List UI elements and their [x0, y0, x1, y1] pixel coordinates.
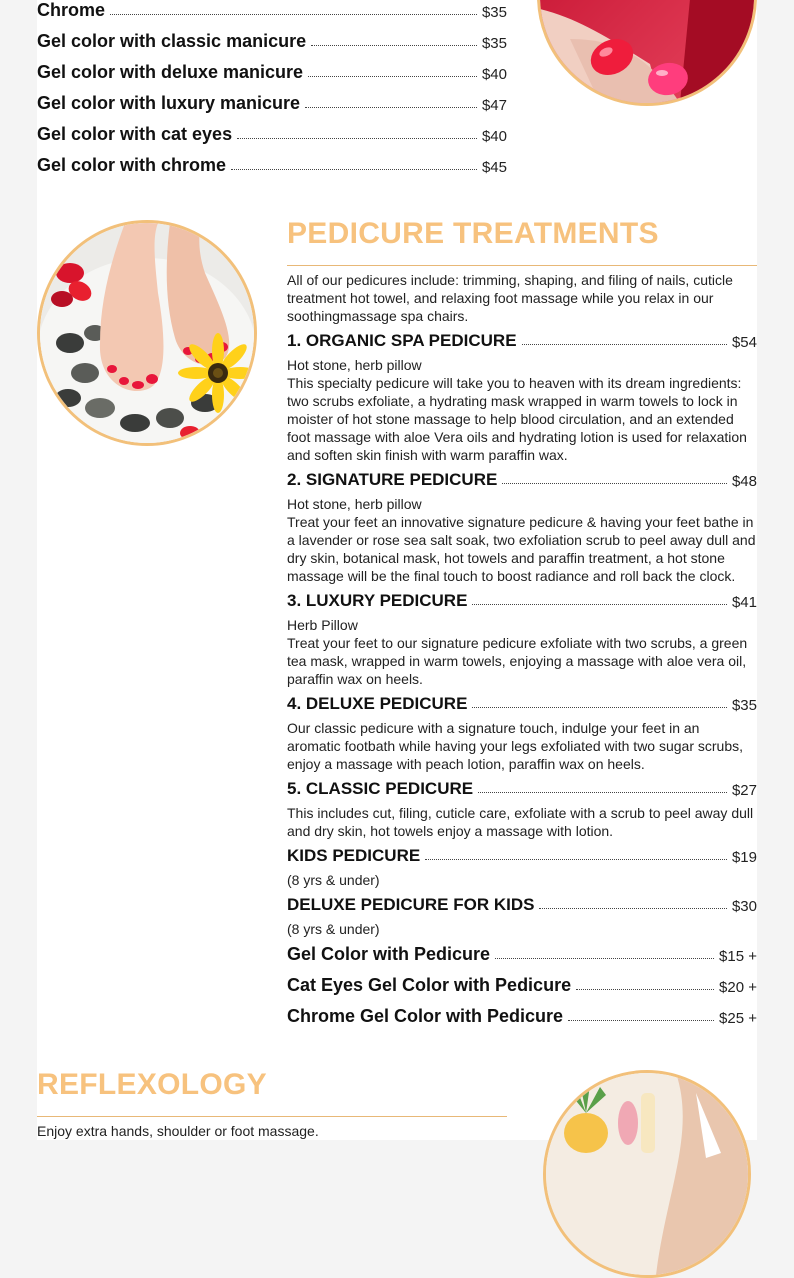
reflexology-section-title: REFLEXOLOGY: [37, 1068, 267, 1101]
pedicure-item-luxury: [287, 591, 757, 611]
item-price: $35: [731, 697, 757, 714]
item-price: $54: [731, 334, 757, 351]
dot-leader: [495, 957, 714, 959]
item-subtitle: Hot stone, herb pillow: [287, 357, 422, 373]
item-name: Gel Color with Pedicure: [287, 944, 491, 964]
item-price: $48: [731, 473, 757, 490]
pedicure-item-classic: [287, 779, 757, 799]
item-name: Gel color with cat eyes: [37, 124, 233, 144]
item-subtitle: (8 yrs & under): [287, 872, 380, 888]
item-price: $30: [731, 898, 757, 915]
pedicure-illustration: [40, 223, 254, 443]
item-description: This specialty pedicure will take you to heaven with its dream ingredients: two scrubs exfoliate, a hydrating mask wrapped in warm towels to lock in moister of hot stone massage to help blood circulation, and an extended foot massage with aloe Vera oils and hydrating lotion is used for relaxation and soften skin finish with warm paraffin wax.: [287, 375, 747, 463]
reflexology-illustration: [546, 1073, 748, 1275]
reflexology-photo: [543, 1070, 751, 1278]
item-description: Treat your feet to our signature pedicure exfoliate with two scrubs, a green tea mask, wrapped in warm towels, enjoying a massage with aloe vera oil, paraffin wax on heels.: [287, 635, 748, 687]
pedicure-intro: All of our pedicures include: trimming, shaping, and filing of nails, cuticle treatment hot towel, and relaxing foot massage while you relax in our soothingmassage spa chairs.: [287, 272, 733, 324]
dot-leader: [568, 1019, 714, 1021]
item-name: 1. ORGANIC SPA PEDICURE: [287, 331, 517, 350]
gel-item-deluxe: [37, 62, 507, 83]
item-name: KIDS PEDICURE: [287, 846, 421, 865]
item-name: Gel color with chrome: [37, 155, 227, 175]
item-name: DELUXE PEDICURE FOR KIDS: [287, 895, 535, 914]
reflexology-title-rule: [37, 1116, 507, 1117]
item-price: $15 +: [719, 948, 757, 965]
pedicure-item-organic: [287, 331, 757, 351]
addon-cat-eyes: [287, 975, 757, 996]
item-name: Gel color with classic manicure: [37, 31, 307, 51]
pedicure-item-deluxe-kids: [287, 895, 757, 915]
dot-leader: [576, 988, 714, 990]
item-description: Treat your feet an innovative signature pedicure & having your feet bathe in a lavender or rose sea salt soak, two exfoliation scrub to peel away dull and dry skin, botanical mask, hot towels and paraffin treatment, a hot stone massage will be the final touch to boost radiance and roll back the clock.: [287, 514, 756, 584]
gel-item-luxury: [37, 93, 507, 114]
item-price: $35: [481, 35, 507, 52]
dot-leader: [522, 343, 727, 345]
pedicure-title-rule: [287, 265, 757, 266]
gel-item-classic: [37, 31, 507, 52]
item-price: $45: [481, 159, 507, 176]
addon-chrome: [287, 1006, 757, 1027]
item-price: $19: [731, 849, 757, 866]
item-description: This includes cut, filing, cuticle care, exfoliate with a scrub to peel away dull and dry skin, hot towels enjoy a massage with lotion.: [287, 805, 754, 839]
item-price: $41: [731, 594, 757, 611]
item-price: $47: [481, 97, 507, 114]
item-price: $35: [481, 4, 507, 21]
item-price: $20 +: [719, 979, 757, 996]
pedicure-photo: [37, 220, 257, 446]
pedicure-item-signature: [287, 470, 757, 490]
item-name: Gel color with luxury manicure: [37, 93, 301, 113]
item-subtitle: (8 yrs & under): [287, 921, 380, 937]
pedicure-item-kids: [287, 846, 757, 866]
dot-leader: [237, 137, 477, 139]
dot-leader: [110, 13, 477, 15]
gel-item-chrome-2: [37, 155, 507, 176]
item-name: Chrome: [37, 0, 106, 20]
item-price: $27: [731, 782, 757, 799]
item-subtitle: Herb Pillow: [287, 617, 358, 633]
item-subtitle: Hot stone, herb pillow: [287, 496, 422, 512]
item-name: 2. SIGNATURE PEDICURE: [287, 470, 498, 489]
dot-leader: [308, 75, 477, 77]
item-name: Cat Eyes Gel Color with Pedicure: [287, 975, 572, 995]
pedicure-item-deluxe: [287, 694, 757, 714]
item-price: $25 +: [719, 1010, 757, 1027]
item-price: $40: [481, 66, 507, 83]
dot-leader: [305, 106, 477, 108]
pedicure-section-title: PEDICURE TREATMENTS: [287, 217, 659, 250]
dot-leader: [425, 858, 727, 860]
gel-item-cat-eyes: [37, 124, 507, 145]
item-description: Our classic pedicure with a signature touch, indulge your feet in an aromatic footbath while having your legs exfoliated with two sugar scrubs, enjoy a massage with peach lotion, paraffin wax on heels.: [287, 720, 744, 772]
item-name: Chrome Gel Color with Pedicure: [287, 1006, 564, 1026]
dot-leader: [472, 603, 727, 605]
item-name: 4. DELUXE PEDICURE: [287, 694, 468, 713]
dot-leader: [539, 907, 726, 909]
reflexology-intro: Enjoy extra hands, shoulder or foot massage.: [37, 1123, 319, 1139]
item-price: $40: [481, 128, 507, 145]
dot-leader: [478, 791, 727, 793]
gel-item-chrome: [37, 0, 507, 21]
dot-leader: [311, 44, 477, 46]
item-name: 3. LUXURY PEDICURE: [287, 591, 468, 610]
dot-leader: [231, 168, 477, 170]
item-name: 5. CLASSIC PEDICURE: [287, 779, 474, 798]
dot-leader: [502, 482, 727, 484]
item-name: Gel color with deluxe manicure: [37, 62, 304, 82]
addon-gel-color: [287, 944, 757, 965]
dot-leader: [472, 706, 727, 708]
